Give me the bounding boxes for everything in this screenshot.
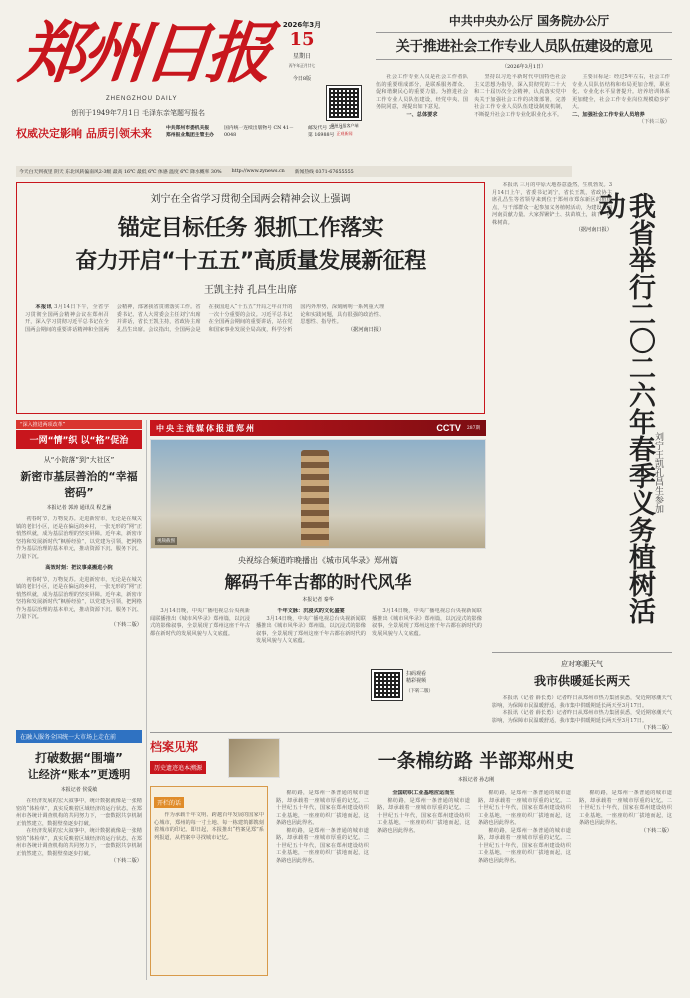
lead-body: 3月14日下午，全省学习贯彻全国两会精神会议在郑州召开，深入学习贯彻习近平总书记在全国两会期间的重要讲话精神和全国两会精神，部署我省贯彻落实工作。省委书记、省人大常委会主任刘宁出席并讲话，省长王凯主持，省政协主席孔昌生出席。会议指出，全国两会是在我国进入“十五五”开局之年召开的一次十分重要的会议。习近平总书记在全国两会期间的重要讲话，站在党和国家事业发展全局高度，科学分析国内外形势，深刻阐明一系列重大理论和实践问题，具有很强的政治性、思想性、指导性。 (25, 304, 385, 333)
media-photo (150, 439, 486, 549)
media-qr-label: 扫码观看 (406, 671, 427, 677)
column2-banner: 在融入服务全国统一大市场上走在前 (16, 730, 142, 743)
media-body-3: 3月14日晚，中央广播电视总台央视新闻联播推出《城市风华录》郑州篇，以沉浸式的影像叙事，全景展现了郑州这座千年古都在新时代的发展风貌与人文底蕴。 (372, 608, 482, 637)
media-subhead: 千年文脉：沉浸式的文化盛宴 (277, 608, 345, 614)
archive-body: 棉纺路，是郑州一条普通的城市道路，却承载着一座城市厚重的记忆。二十世纪五十年代，国家在郑州建设纺织工业基地，一座座纺织厂拔地而起，这条路也因此得名。 (276, 790, 369, 827)
app-qr-code[interactable] (327, 86, 361, 120)
archive-body-3: 棉纺路，是郑州一条普通的城市道路，却承载着一座城市厚重的记忆。二十世纪五十年代，国家在郑州建设纺织工业基地，一座座纺织厂拔地而起，这条路也因此得名。 (377, 797, 470, 834)
archive-label: 档案见郑 (150, 740, 199, 754)
archive-preface-head: 开栏的话 (154, 797, 184, 808)
masthead-slogan: 权威决定影响 品质引领未来 (16, 127, 152, 140)
cctv-logo: CCTV (436, 423, 461, 433)
column2-body-2: 在经济发展的宏大叙事中，统计数据就像是一张精密的“体检单”，真实反映着区域经济的运行状态。在郑州市各统计调查机构的共同努力下，一套数据共享机制正悄然建立，数据壁垒逐步打破。 (16, 828, 142, 857)
hotline-text: 新闻热线 0371-67655555 (294, 170, 354, 175)
media-report (150, 420, 486, 722)
top-story-title: 关于推进社会工作专业人员队伍建设的意见 (395, 39, 653, 55)
tree-body: 本报讯 三月的中原大地春意盎然，生机勃发。3月14日上午，省委书记刘宁，省长王凯，省政协主席孔昌生等省领导来到位于郑州市郑东新区的植树点，与干部群众一起参加义务植树活动，为建设美丽河南贡献力量。大家挥锹铲土、扶苗填土，栽下一株株树苗。 (492, 182, 612, 226)
top-story (376, 12, 672, 162)
column1-subhead: 高效时刻：把议事桌搬进小院 (45, 565, 113, 572)
website-text[interactable]: http://www.zynews.cn (231, 169, 285, 174)
archive-preface-text: 作为承载千年文明、跨越百年发展的国家中心城市，郑州的每一寸土地、每一栋建筑都镌刻着城市的印记。即日起，本报推出“档案见郑”系列报道，从档案中寻找城市记忆。 (154, 812, 264, 841)
archive-body-6: 棉纺路，是郑州一条普通的城市道路，却承载着一座城市厚重的记忆。二十世纪五十年代，国家在郑州建设纺织工业基地，一座座纺织厂拔地而起，这条路也因此得名。 (579, 790, 672, 827)
archive-subhead: 全国纺织工业基地应运而生 (392, 790, 455, 796)
lead-story-box (16, 182, 485, 414)
column1-title: 新密市基层善治的“幸福密码” (20, 470, 138, 499)
top-story-text-2: 坚持以习近平新时代中国特色社会主义思想为指导，深入贯彻党的二十大和二十届历次全会精神，认真落实党中央关于加强社会工作的决策部署，完善社会工作专业人员队伍建设制度机制，不断提升社会工作专业化职业化水平。 (474, 74, 566, 118)
top-story-text-1: 社会工作专业人员是社会工作者队伍的重要组成部分，是联系服务群众、促和谐聚民心的重要力量。为推进社会工作专业人员队伍建设，经党中央、国务院同意，现提出如下意见。 (376, 74, 468, 111)
cold-wave-continued: （下转二版） (640, 725, 672, 732)
sponsor-2: 郑州报业集团主管主办 (166, 132, 214, 139)
lead-continued: （据河南日报） (347, 326, 385, 333)
top-story-date: （2026年3月1日） (501, 64, 547, 70)
date-lunar: 丙午年正月廿七 (288, 62, 316, 68)
archive-photo (228, 738, 280, 778)
lead-title-1: 锚定目标任务 狠抓工作落实 (117, 216, 384, 241)
column2-body: 在经济发展的宏大叙事中，统计数据就像是一张精密的“体检单”，真实反映着区域经济的运行状态。在郑州市各统计调查机构的共同努力下，一套数据共享机制正悄然建立，数据壁垒逐步打破。 (16, 798, 142, 827)
media-byline: 本报记者 秦华 (302, 597, 334, 603)
media-continued: （下转二版） (406, 689, 433, 694)
tower-shape (301, 450, 329, 546)
masthead-pinyin: ZHENGZHOU DAILY (106, 96, 178, 102)
lead-kicker: 刘宁在全省学习贯彻全国两会精神会议上强调 (150, 194, 351, 205)
column1-byline: 本报记者 郭涛 通讯员 程艺涵 (46, 505, 112, 511)
column2-byline: 本报记者 侯爱敏 (60, 787, 98, 793)
media-body: 3月14日晚，中央广播电视总台央视新闻联播推出《城市风华录》郑州篇，以沉浸式的影像叙事，全景展现了郑州这座千年古都在新时代的发展风貌与人文底蕴。 (150, 608, 250, 637)
column-1 (16, 420, 142, 716)
column1-sub: 从“小院落”到“大社区” (43, 456, 115, 464)
tree-subheadline: 刘宁王凯孔昌生参加 (653, 432, 663, 513)
media-banner-bar (150, 420, 486, 436)
issn-3: 第 16988号 (308, 133, 335, 139)
column2-continued: （下转二版） (110, 858, 142, 865)
archive-story (150, 732, 672, 982)
cold-wave-body-2: 本报讯（记者 薛长勇）记者昨日从郑州市热力集团获悉，受近期寒潮天气影响，为保障市民温暖舒适，我市集中供暖期延长两天至3月17日。 (492, 710, 672, 724)
date-year: 2026年3月 (282, 21, 322, 29)
column2-title: 打破数据“围墙” (35, 751, 123, 765)
lead-byline: 本报讯 (35, 304, 53, 310)
media-banner: 中央主流媒体报道郑州 (156, 423, 256, 433)
archive-preface (150, 786, 268, 976)
date-day: 15 (289, 29, 315, 50)
media-photo-caption: 视频截图 (157, 539, 175, 544)
archive-byline: 本报记者 孙志刚 (457, 777, 495, 783)
media-qr-label-2: 精彩视频 (406, 678, 427, 684)
top-story-heading-1: 一、总体要求 (406, 111, 438, 118)
top-story-continued: （下转三版） (638, 119, 670, 126)
newspaper-logo: 郑州日报 (15, 14, 273, 92)
column2-title-2: 让经济“账本”更透明 (27, 768, 131, 781)
column-2 (16, 730, 142, 980)
tree-headline: 我省举行二〇二六年春季义务植树活动 (593, 192, 655, 624)
column1-continued: （下转二版） (110, 621, 142, 628)
archive-body-5: 棉纺路，是郑州一条普通的城市道路，却承载着一座城市厚重的记忆。二十世纪五十年代，国家在郑州建设纺织工业基地，一座座纺织厂拔地而起，这条路也因此得名。 (478, 827, 571, 864)
date-weekday: 星期日 (292, 52, 311, 60)
top-story-text-3: 主要目标是：经过5年左右，社会工作专业人员队伍结构和布局更加合理，职业化、专业化水平显著提升。培养培训体系更加健全，社会工作专业岗位规模稳步扩大。 (572, 74, 670, 111)
weather-bar (16, 166, 572, 177)
page-count: 今日8版 (292, 75, 312, 82)
lead-title-2: 奋力开启“十五五”高质量发展新征程 (75, 249, 426, 274)
media-issue: 287期 (466, 426, 480, 431)
column1-body: 初春时节，万物复苏。走进新密市，无论是在城关镇的老旧小区，还是在偏远的乡村，一张无形的“网”正悄然织就，成为基层治理的坚实屏障。近年来，新密市坚持和发展新时代“枫桥经验”，以党建为引领，把网格作为基层治理的基本单元，推动资源下沉、服务下沉、力量下沉。 (16, 516, 142, 560)
archive-continued: （下转二版） (640, 827, 672, 834)
issn-1: 国内统一连续出版物号 CN 41－0048 (224, 126, 294, 139)
archive-body-4: 棉纺路，是郑州一条普通的城市道路，却承载着一座城市厚重的记忆。二十世纪五十年代，国家在郑州建设纺织工业基地，一座座纺织厂拔地而起，这条路也因此得名。 (478, 790, 571, 827)
column1-banner: “深入推进两项改革” (16, 420, 142, 429)
top-story-org: 中共中央办公厅 国务院办公厅 (448, 14, 610, 28)
date-box (282, 20, 322, 92)
media-qr-code[interactable] (372, 670, 402, 700)
tree-story (492, 182, 672, 637)
sponsor-1: 中共郑州市委机关报 (166, 125, 210, 131)
app-label-2: 正观新闻 (336, 131, 353, 136)
media-title-pre: 央视综合频道昨晚播出《城市风华录》郑州篇 (238, 556, 398, 565)
media-title: 解码千年古都的时代风华 (224, 573, 412, 593)
archive-body-2: 棉纺路，是郑州一条普通的城市道路，却承载着一座城市厚重的记忆。二十世纪五十年代，国家在郑州建设纺织工业基地，一座座纺织厂拔地而起，这条路也因此得名。 (276, 827, 369, 864)
issn-2: 邮发代号 35－3 (308, 126, 343, 131)
lead-subtitle: 王凯主持 孔昌生出席 (203, 285, 298, 296)
media-body-2: 3月14日晚，中央广播电视总台央视新闻联播推出《城市风华录》郑州篇，以沉浸式的影像叙事，全景展现了郑州这座千年古都在新时代的发展风貌与人文底蕴。 (256, 615, 366, 645)
column1-body-2: 初春时节，万物复苏。走进新密市，无论是在城关镇的老旧小区，还是在偏远的乡村，一张无形的“网”正悄然织就，成为基层治理的坚实屏障。近年来，新密市坚持和发展新时代“枫桥经验”，以党建为引领，把网格作为基层治理的基本单元，推动资源下沉、服务下沉、力量下沉。 (16, 576, 142, 621)
cold-wave-body: 本报讯（记者 薛长勇）记者昨日从郑州市热力集团获悉，受近期寒潮天气影响，为保障市民温暖舒适，我市集中供暖期延长两天至3月17日。 (492, 695, 672, 709)
cold-wave-title: 我市供暖延长两天 (533, 674, 630, 688)
app-label: 郑州日报客户端 (330, 123, 359, 128)
tree-continued: （据河南日报） (575, 227, 612, 234)
masthead-founded: 创刊于1949年7月1日 毛泽东亲笔题写报名 (71, 109, 205, 117)
cold-wave-label: 应对寒潮天气 (561, 660, 603, 668)
top-story-heading-3: 二、加强社会工作专业人员培养 (572, 111, 645, 118)
archive-title: 一条棉纺路 半部郑州史 (377, 750, 575, 772)
column1-label: 一网“情”织 以“格”促治 (16, 430, 142, 449)
archive-label-2: 历史遗迹追本溯源 (150, 761, 206, 774)
weather-text: 今天白天到夜里 阴天 东北风转偏南风2-3级 最高 16℃ 最低 6℃ 体感 温度 6℃ 降水概率 30% (19, 170, 222, 175)
